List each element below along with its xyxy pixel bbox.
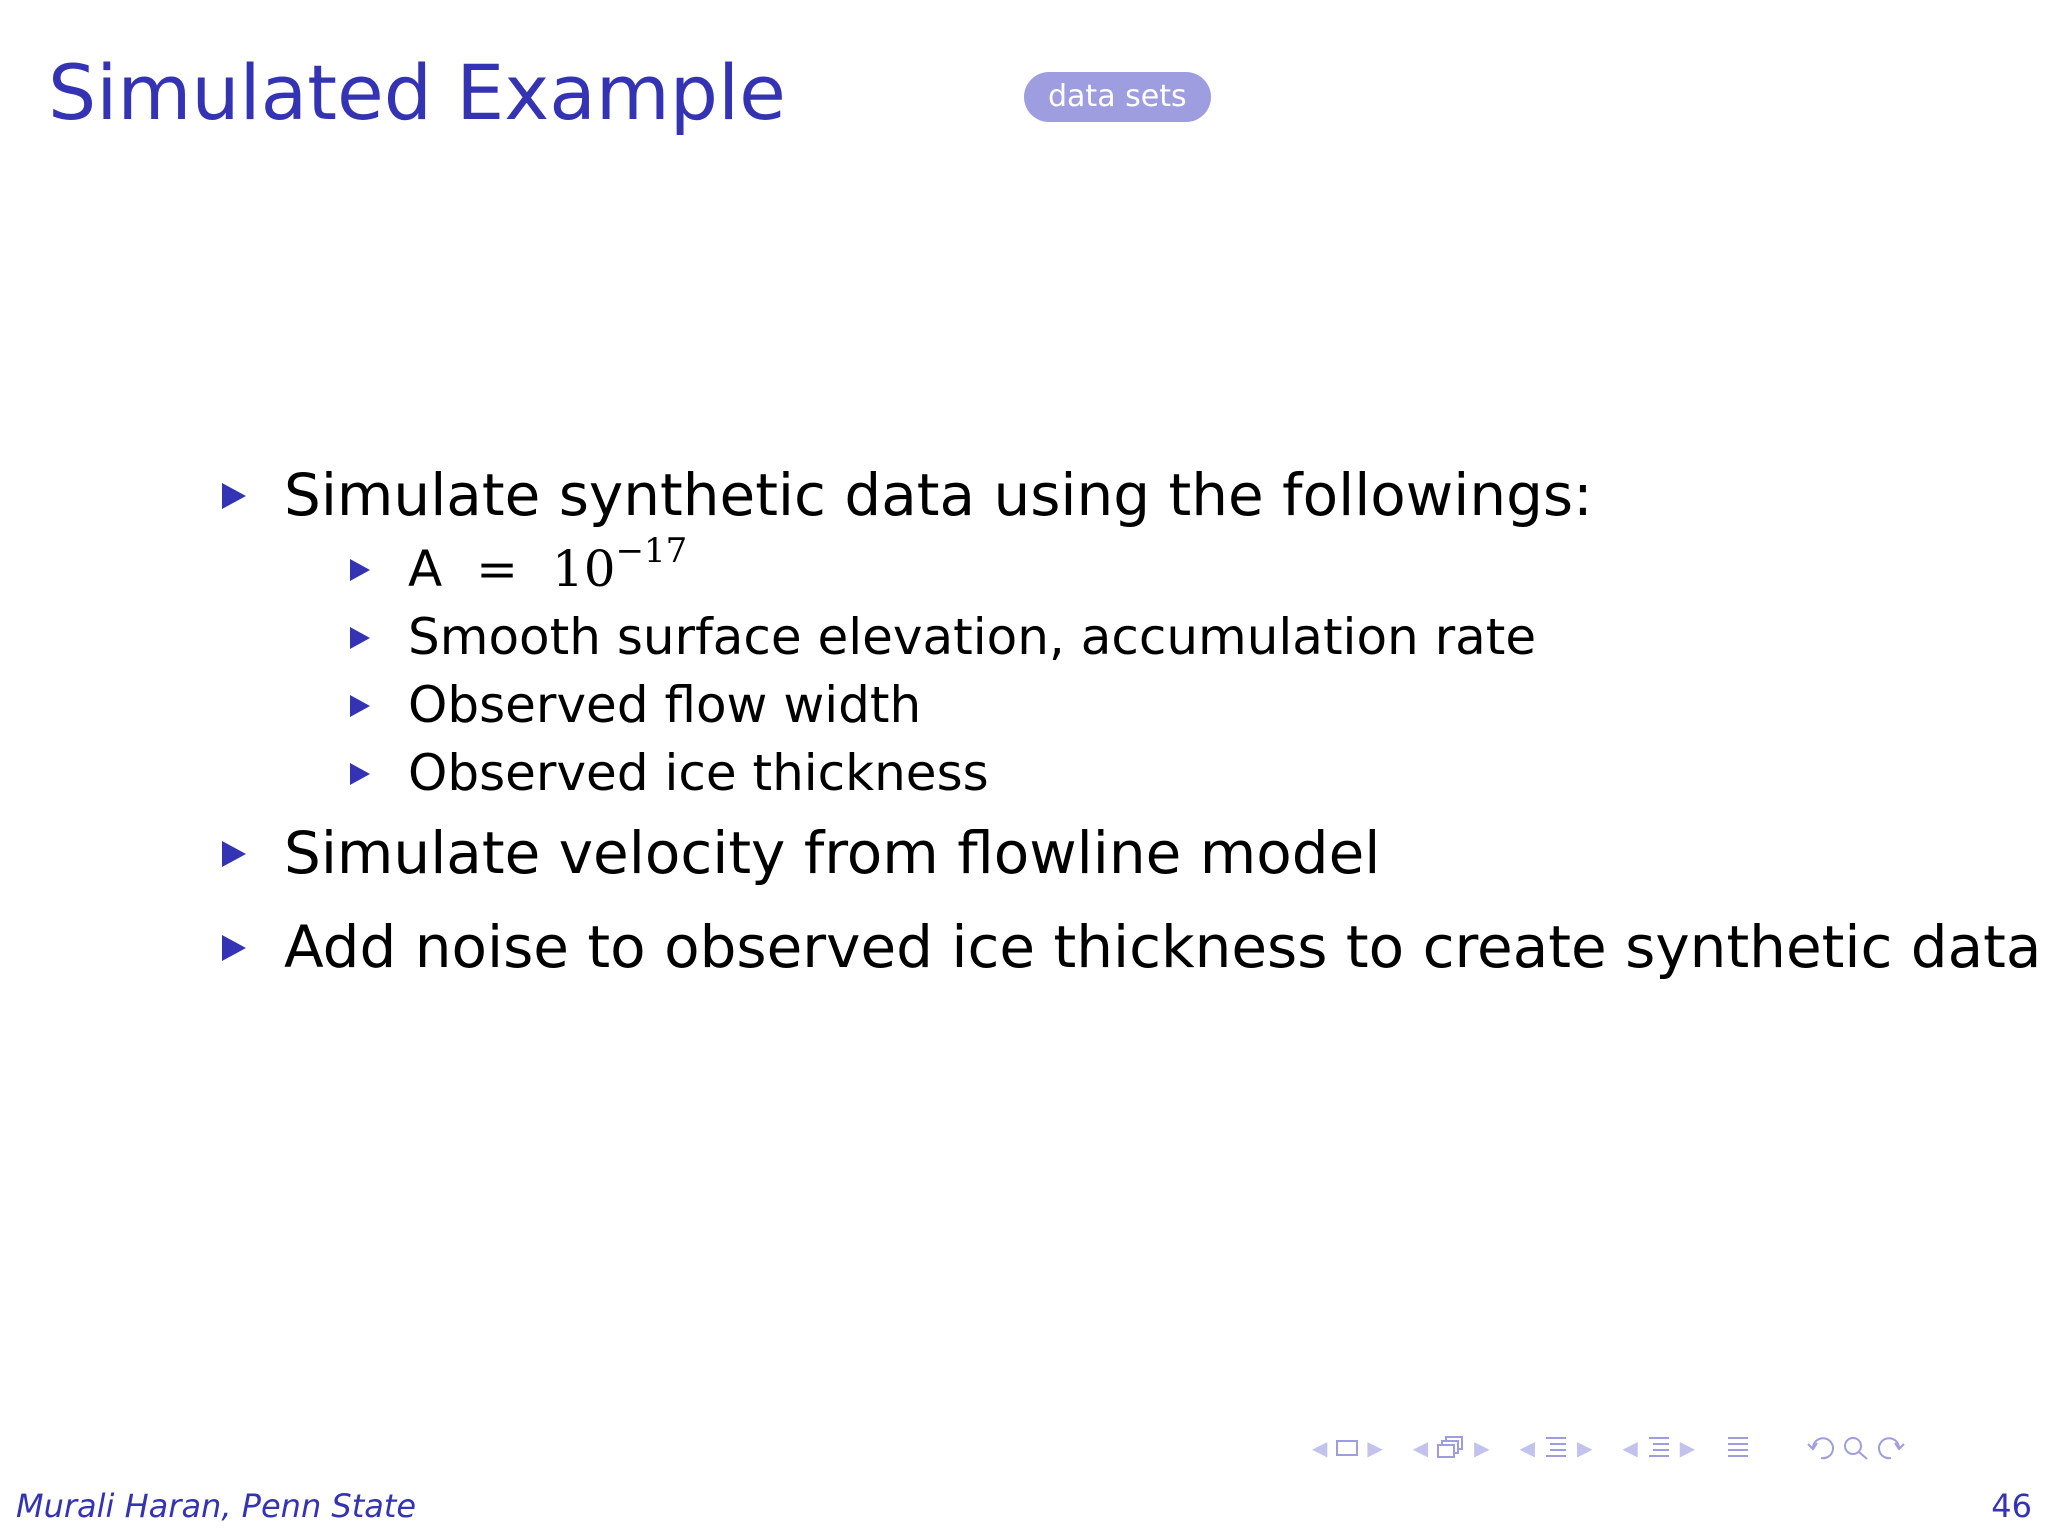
triangle-bullet-icon xyxy=(350,627,370,649)
data-sets-badge[interactable]: data sets xyxy=(1024,72,1211,122)
slide-title: Simulated Example xyxy=(48,48,786,137)
triangle-bullet-icon xyxy=(350,559,370,581)
section-icon[interactable] xyxy=(1646,1434,1672,1462)
search-icon[interactable] xyxy=(1841,1434,1871,1462)
triangle-bullet-icon xyxy=(222,935,246,961)
beamer-navigation-bar xyxy=(1312,1430,1907,1466)
triangle-bullet-icon xyxy=(222,483,246,509)
triangle-bullet-icon xyxy=(350,763,370,785)
nav-right-arrow-icon[interactable]: ▶ xyxy=(1367,1436,1383,1460)
footer-author: Murali Haran, Penn State xyxy=(16,1487,417,1525)
sub-bullet-text: Smooth surface elevation, accumulation rate xyxy=(408,608,1537,666)
equation-lhs: A xyxy=(408,540,443,598)
nav-search-group xyxy=(1805,1434,1907,1462)
nav-align-group xyxy=(1725,1434,1751,1462)
nav-subsection-group xyxy=(1520,1434,1593,1462)
nav-frame-group xyxy=(1413,1435,1490,1461)
page-number: 46 xyxy=(1991,1487,2032,1525)
sub-bullet-item xyxy=(218,671,1918,739)
nav-left-arrow-icon[interactable]: ◀ xyxy=(1412,1436,1429,1460)
nav-section-group xyxy=(1622,1434,1695,1462)
nav-right-arrow-icon[interactable]: ▶ xyxy=(1679,1436,1696,1460)
nav-left-arrow-icon[interactable]: ◀ xyxy=(1519,1436,1535,1460)
nav-right-arrow-icon[interactable]: ▶ xyxy=(1576,1436,1593,1460)
bullet-list xyxy=(218,455,2042,987)
triangle-bullet-icon xyxy=(350,695,370,717)
subsection-icon[interactable] xyxy=(1543,1434,1569,1462)
triangle-bullet-icon xyxy=(222,841,246,867)
sub-bullet-text: Observed ice thickness xyxy=(408,744,989,802)
sub-bullet-list xyxy=(218,531,1918,807)
nav-right-arrow-icon[interactable]: ▶ xyxy=(1474,1436,1490,1460)
align-icon[interactable] xyxy=(1725,1434,1751,1462)
frame-icon[interactable] xyxy=(1436,1435,1466,1461)
equation-exponent: −17 xyxy=(615,531,688,571)
bullet-item xyxy=(218,907,2042,987)
equation-operator: = xyxy=(476,540,519,598)
nav-slide-group xyxy=(1312,1438,1383,1458)
back-icon[interactable] xyxy=(1805,1434,1837,1462)
bullet-text: Add noise to observed ice thickness to create synthetic data xyxy=(284,913,2042,981)
equation-base: 10 xyxy=(551,540,616,598)
bullet-text: Simulate velocity from flowline model xyxy=(284,819,1381,887)
sub-bullet-text: Observed flow width xyxy=(408,676,922,734)
bullet-text: Simulate synthetic data using the followings: xyxy=(284,461,1593,529)
sub-bullet-item xyxy=(218,531,1918,603)
nav-left-arrow-icon[interactable]: ◀ xyxy=(1622,1436,1638,1460)
forward-icon[interactable] xyxy=(1875,1434,1907,1462)
slide-icon[interactable] xyxy=(1335,1438,1359,1458)
bullet-item xyxy=(218,813,1918,893)
nav-left-arrow-icon[interactable]: ◀ xyxy=(1312,1436,1328,1460)
sub-bullet-item xyxy=(218,603,1918,671)
sub-bullet-item xyxy=(218,739,1918,807)
bullet-item xyxy=(218,455,1918,535)
